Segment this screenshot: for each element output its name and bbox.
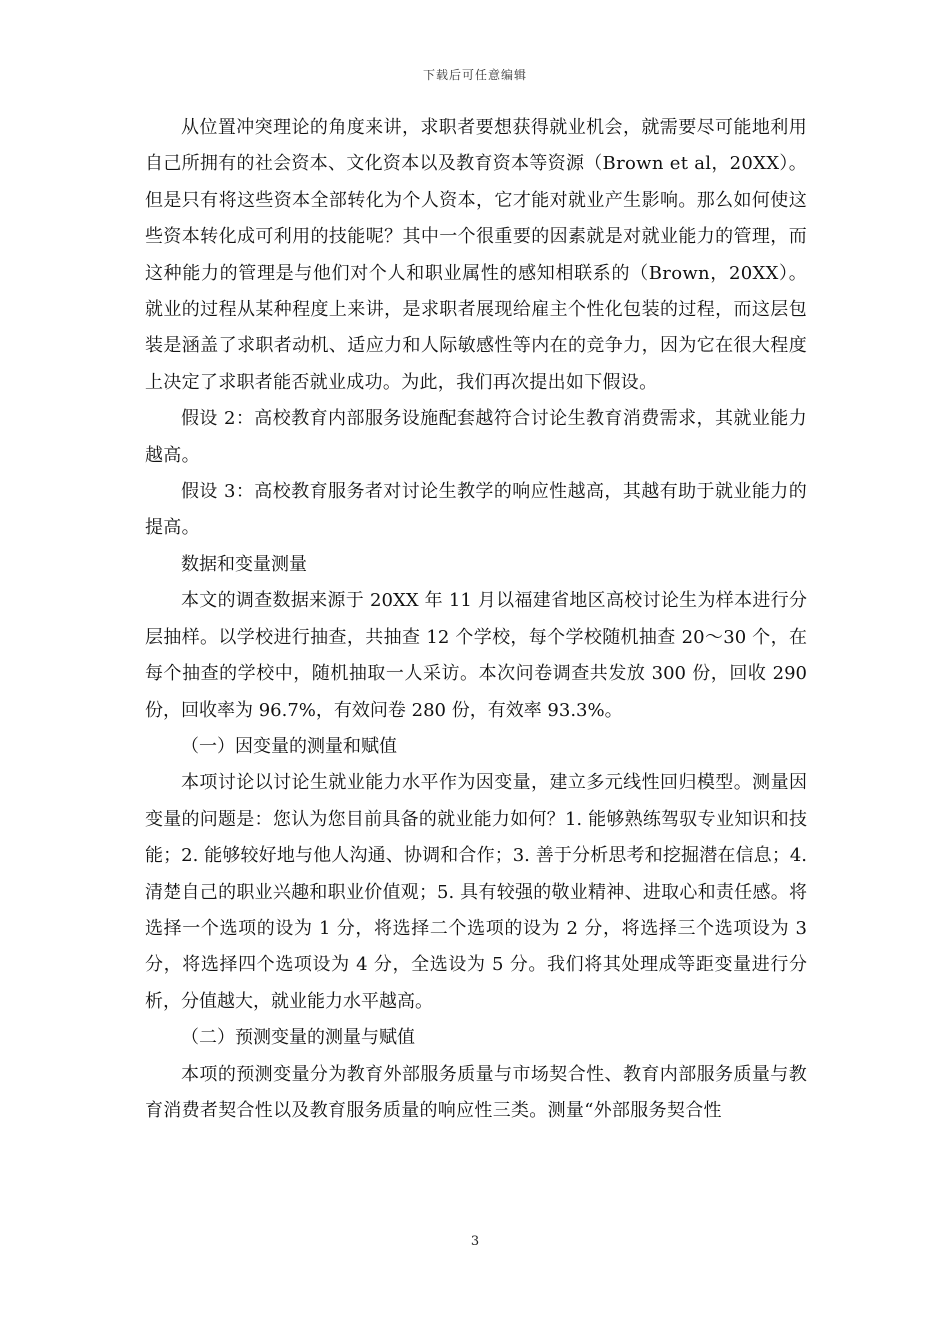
paragraph-position-conflict: 从位置冲突理论的角度来讲，求职者要想获得就业机会，就需要尽可能地利用自己所拥有的社会资本、文化资本以及教育资本等资源（Brown et al，20XX）。但是只有将这些资本全部转化为个人资本，它才能对就业产生影响。那么如何使这些资本转化成可利用的技能呢？其中一个很重要的因素就是对就业能力的管理，而这种能力的管理是与他们对个人和职业属性的感知相联系的（Brown，20XX）。就业的过程从某种程度上来讲，是求职者展现给雇主个性化包装的过程，而这层包装是涵盖了求职者动机、适应力和人际敏感性等内在的竞争力，因为它在很大程度上决定了求职者能否就业成功。为此，我们再次提出如下假设。 (145, 117, 807, 393)
subheading-dependent-variable: （一）因变量的测量和赋值 (181, 735, 397, 757)
paragraph-data-source: 本文的调查数据来源于 20XX 年 11 月以福建省地区高校讨论生为样本进行分层抽样。以学校进行抽查，共抽查 12 个学校，每个学校随机抽查 20～30 个，在每个抽查的学校中，随机抽取一人采访。本次问卷调查共发放 300 份，回收 290 份，回收率为 96.7%，有效问卷 280 份，有效率 93.3%。 (145, 590, 807, 721)
page-header: 下载后可任意编辑 (422, 68, 527, 82)
paragraph-hypothesis-2: 假设 2：高校教育内部服务设施配套越符合讨论生教育消费需求，其就业能力越高。 (145, 408, 807, 466)
subheading-predictor-variable: （二）预测变量的测量与赋值 (181, 1027, 415, 1049)
paragraph-predictor-variable: 本项的预测变量分为教育外部服务质量与市场契合性、教育内部服务质量与教育消费者契合性以及教育服务质量的响应性三类。测量“外部服务契合性 (145, 1063, 807, 1121)
section-heading-data: 数据和变量测量 (181, 553, 307, 575)
paragraph-dependent-variable: 本项讨论以讨论生就业能力水平作为因变量，建立多元线性回归模型。测量因变量的问题是：您认为您目前具备的就业能力如何？1. 能够熟练驾驭专业知识和技能；2. 能够较好地与他人沟通、协调和合作；3. 善于分析思考和挖掘潜在信息；4. 清楚自己的职业兴趣和职业价值观；5. 具有较强的敬业精神、进取心和责任感。将选择一个选项的设为 1 分，将选择二个选项的设为 2 分，将选择三个选项设为 3 分，将选择四个选项设为 4 分，全选设为 5 分。我们将其处理成等距变量进行分析，分值越大，就业能力水平越高。 (145, 772, 807, 1012)
page-number: 3 (470, 1234, 480, 1249)
paragraph-hypothesis-3: 假设 3：高校教育服务者对讨论生教学的响应性越高，其越有助于就业能力的提高。 (145, 481, 807, 539)
document-body (145, 110, 807, 1129)
